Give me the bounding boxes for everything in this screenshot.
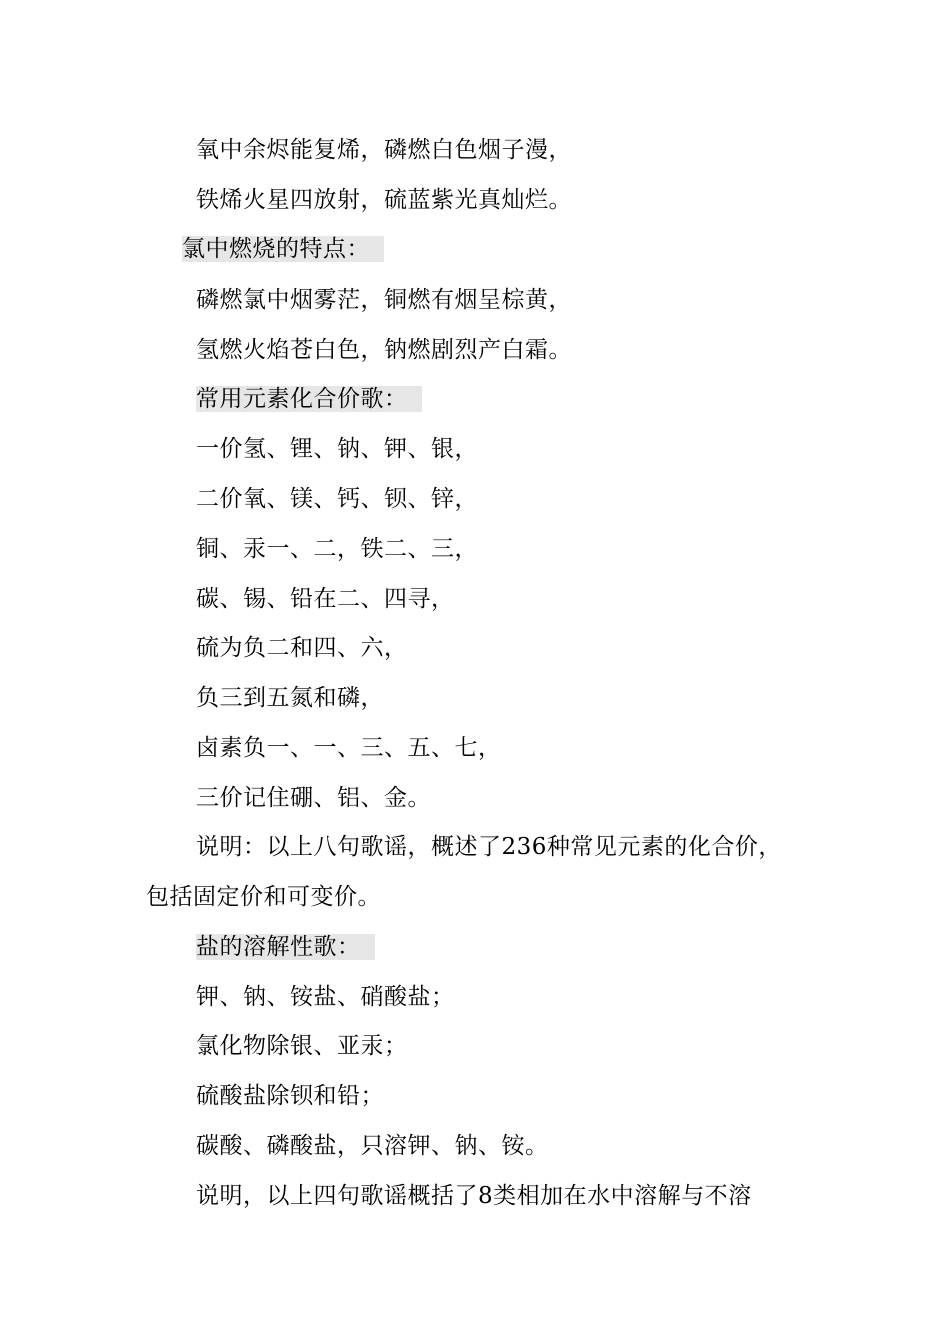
text-line: 卤素负一、一、三、五、七， [196,735,502,761]
section-heading: 常用元素化合价歌： [196,384,422,414]
text-line: 磷燃氯中烟雾茫，铜燃有烟呈棕黄， [196,287,572,313]
text-line: 氧中余烬能复烯，磷燃白色烟子漫， [196,137,572,163]
text-line: 一价氢、锂、钠、钾、银， [196,436,478,462]
text-line: 说明：以上八句歌谣，概述了236种常见元素的化合价， [196,834,782,860]
text-line: 碳、锡、铅在二、四寻， [196,586,455,612]
text-line: 说明，以上四句歌谣概括了8类相加在水中溶解与不溶 [196,1183,752,1209]
section-heading: 氯中燃烧的特点： [182,234,384,264]
text-line: 铁烯火星四放射，硫蓝紫光真灿烂。 [196,187,572,213]
text-line: 硫酸盐除钡和铅； [196,1083,384,1109]
text-line: 氯化物除银、亚汞； [196,1033,408,1059]
text-line: 氢燃火焰苍白色，钠燃剧烈产白霜。 [196,337,572,363]
text-line: 负三到五氮和磷， [196,685,384,711]
text-line: 铜、汞一、二，铁二、三， [196,536,478,562]
section-heading: 盐的溶解性歌： [196,932,375,962]
text-line: 碳酸、磷酸盐，只溶钾、钠、铵。 [196,1133,549,1159]
text-line: 包括固定价和可变价。 [146,884,381,910]
text-line: 三价记住硼、铝、金。 [196,785,431,811]
text-line: 硫为负二和四、六， [196,635,408,661]
text-line: 二价氧、镁、钙、钡、锌， [196,486,478,512]
text-line: 钾、钠、铵盐、硝酸盐； [196,984,455,1010]
